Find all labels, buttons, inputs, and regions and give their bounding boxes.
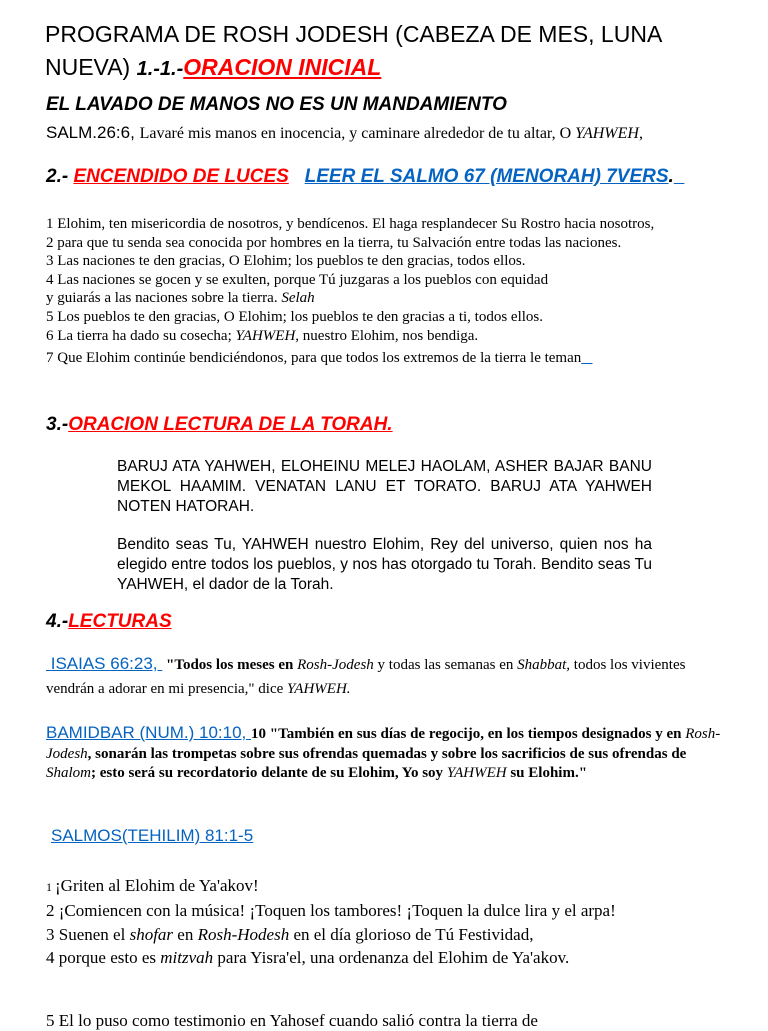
psalm-67-verse-7	[46, 349, 736, 368]
section-3-number: 3.-	[46, 414, 69, 435]
psalm-67-verse-6	[46, 327, 736, 346]
bamidbar-italic-1: Rosh-Jodesh	[46, 726, 721, 762]
psalm-81-verse-1	[46, 874, 746, 899]
title-text: PROGRAMA DE ROSH JODESH (CABEZA DE MES, LUNA NUEVA)	[45, 21, 662, 80]
hebrew-blessing: BARUJ ATA YAHWEH, ELOHEINU MELEJ HAOLAM, ASHER BAJAR BANU MEKOL HAAMIM. VENATAN LANU ET TORATO. BARUJ ATA YAHWEH NOTEN HATORAH.	[117, 458, 652, 515]
psalm-67-verse-5: 5 Los pueblos te den gracias, O Elohim; los pueblos te den gracias a ti, todos ellos.	[46, 308, 543, 325]
salm-26-verse	[46, 121, 736, 146]
selah: Selah	[281, 290, 315, 307]
bamidbar-italic-3: YAHWEH	[446, 765, 507, 781]
psalm-81-verse-5-cutoff: 5 El lo puso como testimonio en Yahosef cuando salió contra la tierra de	[46, 1011, 538, 1030]
title-number: 1.-1.-	[136, 58, 184, 80]
salm-26-text: Lavaré mis manos en inocencia, y caminare alrededor de tu altar, O	[139, 125, 576, 142]
psalm-67-verse-7-text: 7 Que Elohim continúe bendiciéndonos, para que todos los extremos de la tierra le teman	[46, 350, 582, 367]
rosh-hodesh-word: Rosh-Hodesh	[197, 924, 290, 944]
psalm-81-verses	[46, 874, 746, 969]
psalm-67-verse-6-name: YAHWEH	[235, 327, 296, 344]
psalm-67-verse-3: 3 Las naciones te den gracias, O Elohim; los pueblos te den gracias, todos ellos.	[46, 253, 526, 270]
bamidbar-text-4: su Elohim."	[506, 765, 588, 781]
psalm-81-verse-3c: en el día glorioso de Tú Festividad,	[289, 924, 534, 944]
mitzvah-word: mitzvah	[160, 947, 214, 967]
isaias-text-3: todos los vivientes vendrán a adorar en mi presencia," dice	[46, 657, 686, 697]
salmos-81-ref-link[interactable]: SALMOS(TEHILIM) 81:1-5	[51, 826, 254, 845]
isaias-italic-3: YAHWEH.	[287, 681, 351, 697]
candle-lighting-label: ENCENDIDO DE LUCES	[73, 166, 289, 187]
psalm-81-verse-4	[46, 946, 746, 969]
psalm-67-verses	[46, 215, 736, 368]
salm-26-name: YAHWEH	[575, 125, 639, 142]
section-2-dot: .	[668, 166, 674, 187]
readings-label: LECTURAS	[68, 611, 172, 632]
psalm-81-verse-1-text: ¡Griten al Elohim de Ya'akov!	[55, 876, 259, 895]
bamidbar-reading	[46, 723, 736, 784]
psalm-67-link[interactable]: LEER EL SALMO 67 (MENORAH) 7VERS	[304, 166, 669, 187]
isaias-text-2: y todas las semanas en	[373, 657, 518, 673]
psalm-67-verse-4b	[46, 289, 736, 308]
psalm-81-verse-3	[46, 923, 746, 946]
isaias-italic-1: Rosh-Jodesh	[297, 657, 374, 673]
section-4-heading	[46, 611, 172, 633]
bamidbar-text-2: , sonarán las trompetas sobre sus ofrendas quemadas y sobre los sacrificios de sus ofrendas de	[87, 745, 687, 762]
shofar-word: shofar	[129, 924, 174, 944]
section-2-number: 2.-	[46, 166, 74, 187]
salm-26-end: ,	[638, 125, 643, 142]
psalm-81-verse-3a: 3 Suenen el	[46, 924, 130, 944]
psalm-81-verse-2: 2 ¡Comiencen con la música! ¡Toquen los tambores! ¡Toquen la dulce lira y el arpa!	[46, 901, 616, 921]
isaias-reading	[46, 652, 736, 701]
section-2-heading	[46, 165, 736, 189]
bamidbar-ref-link[interactable]: BAMIDBAR (NUM.) 10:10,	[46, 723, 251, 742]
bamidbar-text-3: ; esto será su recordatorio delante de su Elohim, Yo soy	[91, 765, 447, 781]
bamidbar-italic-2: Shalom	[46, 765, 91, 781]
spanish-blessing: Bendito seas Tu, YAHWEH nuestro Elohim, Rey del universo, quien nos ha elegido entre todos los pueblos, y nos has otorgado tu Torah. Bendito seas Tu YAHWEH, el dador de la Torah.	[117, 536, 652, 593]
torah-prayer-label: ORACION LECTURA DE LA TORAH.	[68, 414, 393, 435]
isaias-text-1: "Todos los meses en	[162, 657, 298, 673]
bamidbar-text-1: 10 "También en sus días de regocijo, en los tiempos designados y en	[251, 726, 686, 742]
psalm-67-verse-6b: , nuestro Elohim, nos bendiga.	[295, 327, 479, 344]
psalm-81-verse-4a: 4 porque esto es	[46, 947, 161, 967]
psalm-81-verse-4b: para Yisra'el, una ordenanza del Elohim de Ya'akov.	[213, 947, 570, 967]
section-1-heading: ORACION INICIAL	[183, 54, 382, 80]
psalm-67-verse-7-tail	[581, 350, 592, 366]
psalm-81-verse-1-number: 1	[46, 880, 55, 894]
psalm-67-verse-1: 1 Elohim, ten misericordia de nosotros, y bendícenos. El haga resplandecer Su Rostro hacia nosotros,	[46, 216, 655, 232]
psalm-67-verse-4b-text: y guiarás a las naciones sobre la tierra.	[46, 290, 282, 307]
isaias-ref-link[interactable]: ISAIAS 66:23,	[46, 654, 163, 673]
psalm-67-verse-6a: 6 La tierra ha dado su cosecha;	[46, 327, 236, 344]
page-title	[45, 18, 745, 86]
psalm-67-verse-2: 2 para que tu senda sea conocida por hombres en la tierra, tu Salvación entre todas las naciones.	[46, 234, 622, 251]
isaias-italic-2: Shabbat,	[517, 657, 571, 673]
section-4-number: 4.-	[46, 611, 69, 632]
section-3-heading	[46, 414, 393, 436]
section-2-tail	[674, 166, 685, 187]
psalm-81-verse-3b: en	[173, 924, 198, 944]
salm-26-ref: SALM.26:6,	[46, 123, 140, 142]
psalm-67-verse-4a: 4 Las naciones se gocen y se exulten, porque Tú juzgaras a los pueblos con equidad	[46, 271, 549, 288]
handwashing-heading: EL LAVADO DE MANOS NO ES UN MANDAMIENTO	[46, 94, 507, 115]
section-2-gap	[289, 166, 305, 187]
